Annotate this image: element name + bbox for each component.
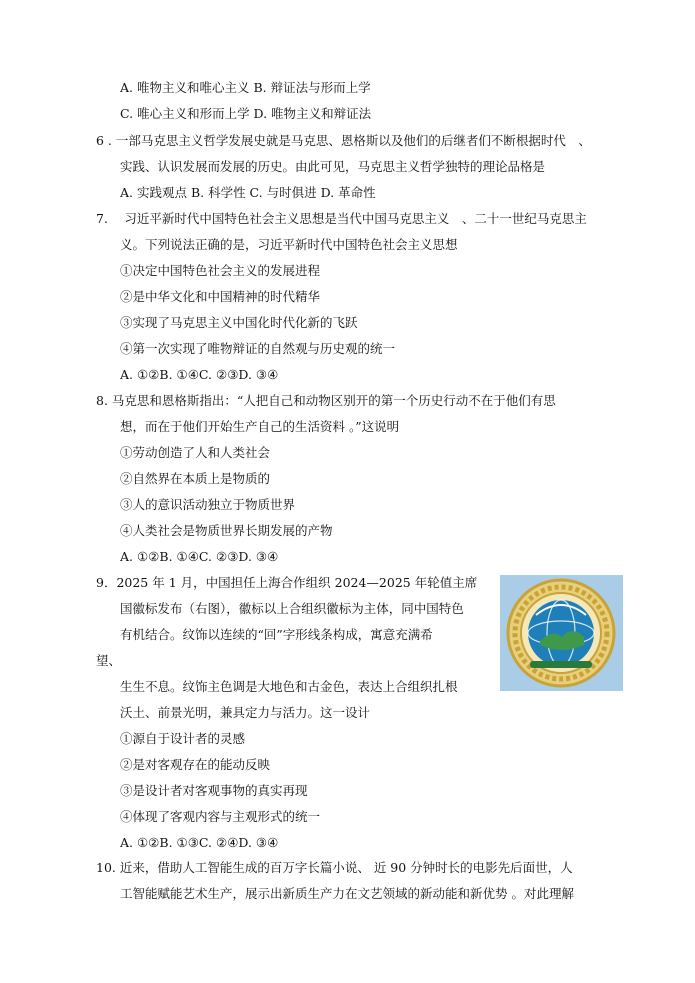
q5-options-ab: A. 唯物主义和唯心主义 B. 辩证法与形而上学: [120, 80, 371, 95]
q8-choice-2: ②自然界在本质上是物质的: [120, 471, 271, 486]
q9-choice-4: ④体现了客观内容与主观形式的统一: [120, 809, 321, 824]
q9-stem-line4: 望、: [96, 653, 122, 668]
q7-choice-1: ①决定中国特色社会主义的发展进程: [120, 263, 321, 278]
q9-choice-2: ②是对客观存在的能动反映: [120, 757, 271, 772]
q8-choice-1: ①劳动创造了人和人类社会: [120, 445, 271, 460]
q10-stem-line1: 10. 近来，借助人工智能生成的百万字长篇小说、 近 90 分钟时长的电影先后面世，人: [96, 860, 573, 875]
q9-stem-line3: 有机结合。纹饰以连续的“回”字形线条构成，寓意充满希: [120, 627, 433, 642]
q9-stem-line2: 国徽标发布（右图），徽标以上合组织徽标为主体，同中国特色: [120, 601, 464, 616]
q10-stem-line2: 工智能赋能艺术生产，展示出新质生产力在文艺领域的新动能和新优势 。对此理解: [120, 886, 574, 901]
q7-choice-4: ④第一次实现了唯物辩证的自然观与历史观的统一: [120, 341, 396, 356]
q7-stem-line2: 义。下列说法正确的是，习近平新时代中国特色社会主义思想: [120, 237, 458, 252]
q8-choice-4: ④人类社会是物质世界长期发展的产物: [120, 523, 333, 538]
q7-choice-3: ③实现了马克思主义中国化时代化新的飞跃: [120, 315, 358, 330]
q8-choice-3: ③人的意识活动独立于物质世界: [120, 497, 296, 512]
emblem-inner-disc: [528, 600, 594, 666]
q7-choice-2: ②是中华文化和中国精神的时代精华: [120, 289, 321, 304]
q7-stem-line1: 7. 习近平新时代中国特色社会主义思想是当代中国马克思主义 、二十一世纪马克思主: [96, 211, 587, 226]
q6-stem-line2: 实践、认识发展而发展的历史。由此可见，马克思主义哲学独特的理论品格是: [120, 159, 546, 174]
q9-stem-line1: 9．2025 年 1 月，中国担任上海合作组织 2024—2025 年轮值主席: [96, 575, 478, 590]
q9-choice-3: ③是设计者对客观事物的真实再现: [120, 783, 308, 798]
sco-emblem-image: [500, 575, 623, 691]
q9-options: A. ①②B. ①③C. ②④D. ③④: [120, 835, 279, 850]
q8-options: A. ①②B. ①④C. ②③D. ③④: [120, 549, 279, 564]
q6-stem-line1: 6 . 一部马克思主义哲学发展史就是马克思、恩格斯以及他们的后继者们不断根据时代 、: [96, 133, 591, 148]
q9-stem-line5: 生生不息。纹饰主色调是大地色和古金色，表达上合组织扎根: [120, 679, 458, 694]
q6-options: A. 实践观点 B. 科学性 C. 与时俱进 D. 革命性: [120, 185, 376, 200]
q8-stem-line2: 想，而在于他们开始生产自己的生活资料 。”这说明: [120, 419, 400, 434]
q9-choice-1: ①源自于设计者的灵感: [120, 731, 246, 746]
q7-options: A. ①②B. ①④C. ②③D. ③④: [120, 367, 279, 382]
q5-options-cd: C. 唯心主义和形而上学 D. 唯物主义和辩证法: [120, 106, 372, 121]
q9-stem-line6: 沃土、前景光明，兼具定力与活力。这一设计: [120, 705, 371, 720]
q8-stem-line1: 8. 马克思和恩格斯指出：“人把自己和动物区别开的第一个历史行动不在于他们有思: [96, 393, 556, 408]
